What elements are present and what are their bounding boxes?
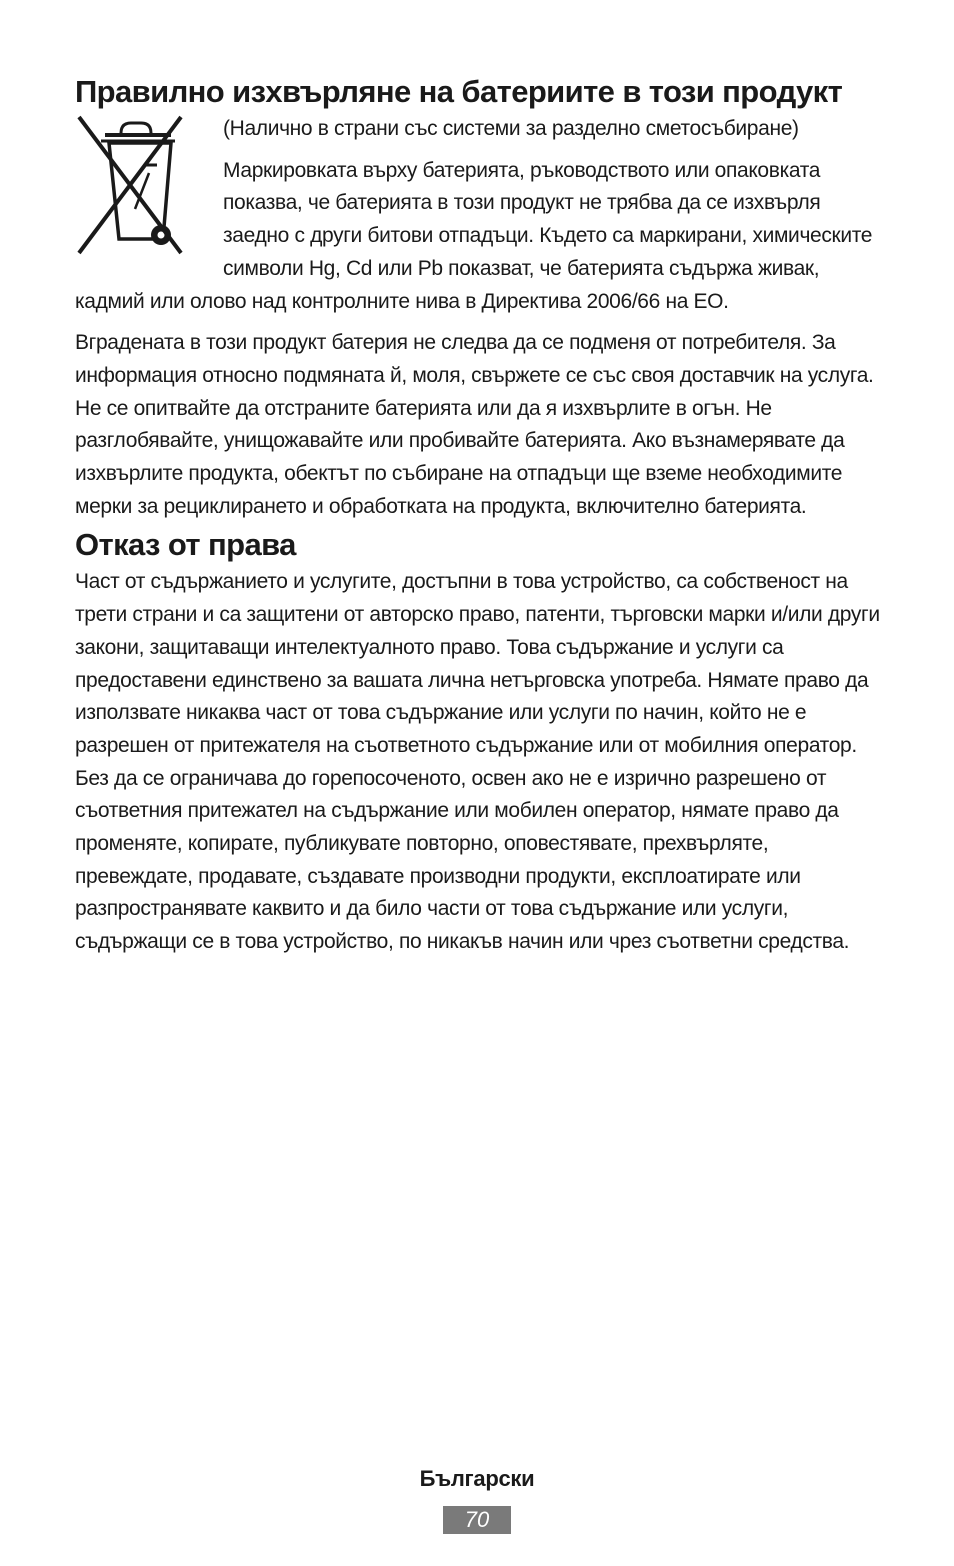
- page-content: [75, 70, 880, 959]
- disclaimer-paragraph: Част от съдържанието и услугите, достъпни в това устройство, са собственост на трети страни и са защитени от авторско право, патенти, търговски марки и/или други закони, защитаващи интелектуалното право. Това съдържание и услуги са предоставени единствено за вашата лична нетърговска употреба. Нямате право да използвате никаква част от това съдържание или услуги по начин, който не е разрешен от притежателя на съответното съдържание или от мобилния оператор. Без да се ограничава до горепосоченото, освен ако не е изрично разрешено от съответния притежател на съдържание или мобилен оператор, нямате право да променяте, копирате, публикувате повторно, оповестявате, прехвърляте, превеждате, продавате, създавате производни продукти, експлоатирате или разпространявате каквито и да било части от това съдържание или услуги, съдържащи се в това устройство, по никакъв начин или чрез съответни средства.: [75, 570, 880, 954]
- battery-marking-paragraph: Маркировката върху батерията, ръководството или опаковката показва, че батерията в този продукт не трябва да се изхвърля заедно с други битови отпадъци. Където са маркирани, химическите символи Hg, Cd или Pb показват, че батерията съдържа живак, кадмий или олово над контролните нива в Директива 2006/66 на ЕО.: [75, 158, 873, 313]
- battery-disposal-title: Правилно изхвърляне на батериите в този продукт: [75, 74, 843, 109]
- availability-note: (Налично в страни със системи за разделно сметосъбиране): [223, 117, 799, 140]
- page-number: 70: [443, 1506, 511, 1534]
- disclaimer-title: Отказ от права: [75, 527, 296, 563]
- footer-language: Български: [419, 1466, 535, 1491]
- crossed-out-wheelie-bin-icon: [75, 113, 187, 258]
- battery-disposal-body: [75, 113, 880, 523]
- builtin-battery-paragraph: Вградената в този продукт батерия не следва да се подменя от потребителя. За информация относно подмяната й, моля, свържете се със своя доставчик на услуга. Не се опитвайте да отстраните батерията или да я изхвърлите в огън. Не разглобявайте, унищожавайте или пробивайте батерията. Ако възнамерявате да изхвърлите продукта, обектът по събиране на отпадъци ще вземе необходимите мерки за рециклирането и обработката на продукта, включително батерията.: [75, 331, 874, 518]
